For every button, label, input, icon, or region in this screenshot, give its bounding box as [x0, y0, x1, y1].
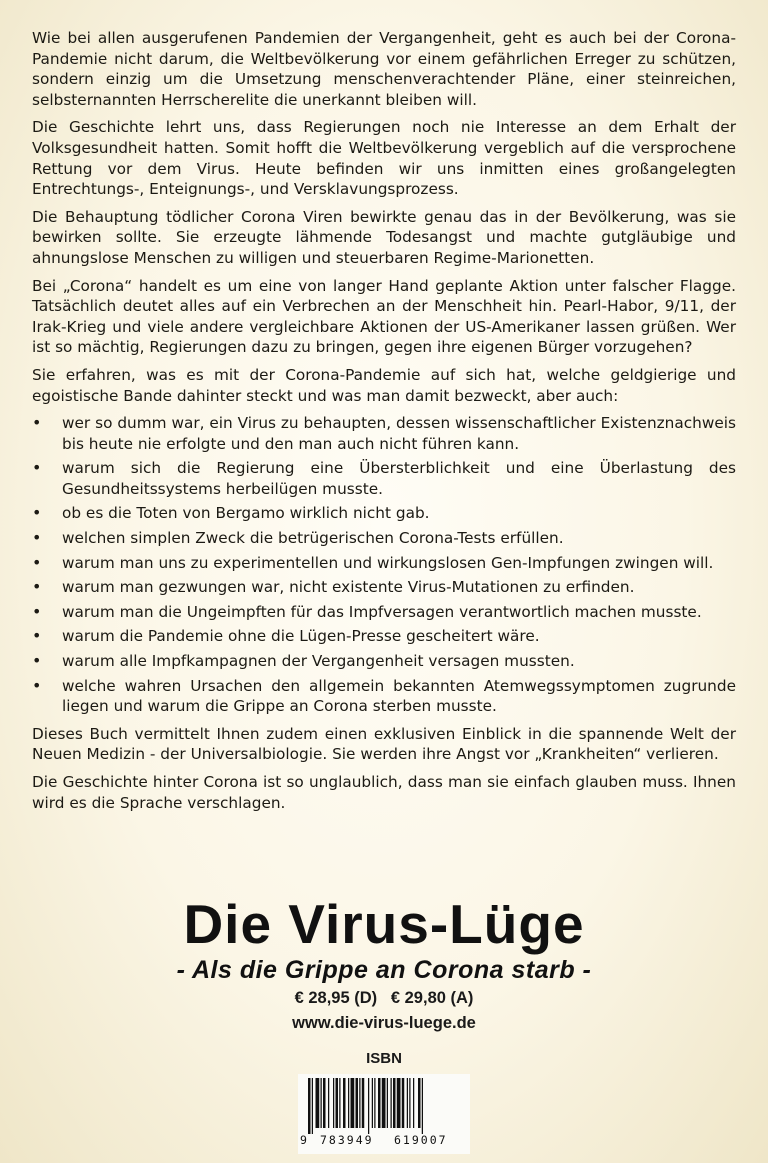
list-item: • warum sich die Regierung eine Übersterblichkeit und eine Überlastung des Gesundheitssystems herbeilügen musste. — [32, 458, 736, 499]
barcode-bar — [397, 1078, 401, 1128]
list-item: • warum man die Ungeimpften für das Impfversagen verantwortlich machen musste. — [32, 602, 736, 623]
list-item: • welche wahren Ursachen den allgemein bekannten Atemwegssymptomen zugrunde liegen und warum die Grippe an Corona sterben musste. — [32, 676, 736, 717]
barcode-bar — [333, 1078, 334, 1128]
barcode-bar — [359, 1078, 360, 1128]
barcode-bar — [351, 1078, 355, 1128]
barcode-bar — [368, 1078, 369, 1134]
barcode-bar — [387, 1078, 388, 1128]
paragraph: Die Behauptung tödlicher Corona Viren bewirkte genau das in der Bevölkerung, was sie bewirken sollte. Sie erzeugte lähmende Todesangst und machte gutgläubige und ahnungslose Menschen zu willigen und steuerbaren Regime-Marionetten. — [32, 207, 736, 267]
barcode-bar — [391, 1078, 392, 1128]
barcode-bar — [316, 1078, 320, 1128]
barcode-bar — [402, 1078, 405, 1128]
website-url: www.die-virus-luege.de — [292, 1014, 476, 1032]
paragraph: Dieses Buch vermittelt Ihnen zudem einen exklusiven Einblick in die spannende Welt der Neuen Medizin - der Universalbiologie. Sie werden ihre Angst vor „Krankheiten“ verlieren. — [32, 724, 736, 764]
barcode-bar — [343, 1078, 346, 1128]
barcode-bar — [382, 1078, 386, 1128]
book-title: Die Virus-Lüge — [183, 893, 585, 955]
list-item: • wer so dumm war, ein Virus zu behaupten, dessen wissenschaftlicher Existenznachweis bis heute nie erfolgte und den man auch nicht führen kann. — [32, 413, 736, 454]
barcode — [298, 1074, 470, 1154]
blurb-text — [32, 28, 736, 820]
barcode-bar — [422, 1078, 423, 1134]
barcode-bar — [378, 1078, 381, 1128]
barcode-bar — [418, 1078, 421, 1128]
barcode-bar — [339, 1078, 340, 1128]
paragraph: Wie bei allen ausgerufenen Pandemien der Vergangenheit, geht es auch bei der Corona-Pandemie nicht darum, die Weltbevölkerung vor einem gefährlichen Erreger zu schützen, sondern einzig um die Umsetzung menschenverachtender Pläne, einer steinreichen, selbsternannten Herrscherelite die unerkannt bleiben will. — [32, 29, 736, 109]
barcode-bar — [407, 1078, 408, 1128]
barcode-bar — [323, 1078, 326, 1128]
barcode-lead-digit: 9 — [300, 1133, 307, 1147]
barcode-bar — [312, 1078, 313, 1134]
paragraph: Die Geschichte lehrt uns, dass Regierungen noch nie Interesse an dem Erhalt der Volksgesundheit hatten. Somit hofft die Weltbevölkerung vergeblich auf die versprochene Rettung vor dem Virus. Heute befinden wir uns inmitten eines großangelegten Entrechtungs-, Enteignungs-, und Versklavungsprozess. — [32, 118, 736, 199]
paragraph: Bei „Corona“ handelt es um eine von langer Hand geplante Aktion unter falscher Flagge. Tatsächlich deutet alles auf ein Verbrechen an der Menschheit hin. Pearl-Habor, 9/11, der Irak-Krieg und viele andere vergleichbare Aktionen der US-Amerikaner lassen grüßen. Wer ist so mächtig, Regierungen dazu zu bringen, gegen ihre eigenen Bürger vorzugehen? — [32, 276, 736, 357]
barcode-bar — [321, 1078, 322, 1128]
paragraph: Sie erfahren, was es mit der Corona-Pandemie auf sich hat, welche geldgierige und egoistische Bande dahinter steckt und was man damit bezweckt, aber auch: — [32, 365, 736, 405]
barcode-bar — [336, 1078, 339, 1128]
barcode-right-group: 619007 — [394, 1133, 448, 1147]
barcode-bar — [348, 1078, 349, 1128]
barcode-bar — [372, 1078, 373, 1128]
book-subtitle: - Als die Grippe an Corona starb - — [176, 956, 592, 984]
barcode-bar — [362, 1078, 365, 1128]
barcode-bar — [409, 1078, 410, 1128]
barcode-bars — [308, 1078, 460, 1134]
barcode-bar — [393, 1078, 396, 1128]
barcode-bar — [328, 1078, 329, 1128]
list-item: • warum man uns zu experimentellen und wirkungslosen Gen-Impfungen zwingen will. — [32, 553, 736, 574]
barcode-bar — [413, 1078, 414, 1128]
list-item: • welchen simplen Zweck die betrügerischen Corona-Tests erfüllen. — [32, 528, 736, 549]
barcode-bar — [374, 1078, 375, 1128]
bullet-list — [32, 413, 736, 717]
price-line: € 28,95 (D) € 29,80 (A) — [294, 989, 474, 1007]
paragraph: Die Geschichte hinter Corona ist so unglaublich, dass man sie einfach glauben muss. Ihnen wird es die Sprache verschlagen. — [32, 773, 736, 812]
barcode-left-group: 783949 — [320, 1133, 374, 1147]
list-item: • warum alle Impfkampagnen der Vergangenheit versagen mussten. — [32, 651, 736, 672]
barcode-bar — [308, 1078, 311, 1134]
list-item: • ob es die Toten von Bergamo wirklich nicht gab. — [32, 503, 736, 524]
barcode-bar — [356, 1078, 359, 1128]
isbn-label: ISBN — [366, 1050, 402, 1067]
list-item: • warum die Pandemie ohne die Lügen-Presse gescheitert wäre. — [32, 626, 736, 647]
list-item: • warum man gezwungen war, nicht existente Virus-Mutationen zu erfinden. — [32, 577, 736, 598]
